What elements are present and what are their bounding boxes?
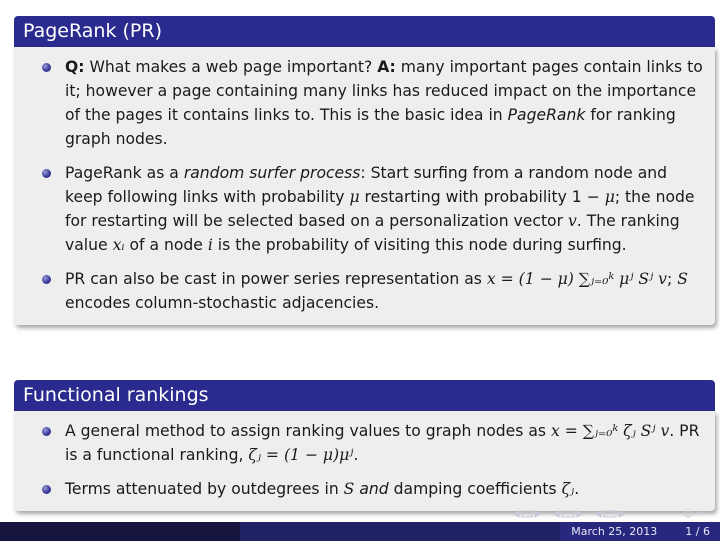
- nav-frame-icon: [522, 511, 532, 517]
- footer-date: March 25, 2013: [571, 525, 658, 538]
- text-segment: i: [207, 236, 213, 254]
- text-segment: x = (1 − μ) ∑ⱼ₌₀ᵏ μʲ Sʲ v: [486, 270, 667, 288]
- bullet-item-random-surfer: [24, 161, 705, 257]
- bullet-item-general-method: [24, 419, 705, 467]
- text-segment: PR can also be cast in power series representation as: [65, 270, 487, 288]
- bullet-item-question: [24, 55, 705, 151]
- footer-mid-band: [240, 522, 560, 541]
- nav-subsection-icon: [604, 511, 616, 517]
- beamer-navigation-icons[interactable]: [510, 509, 710, 519]
- text-segment: ζⱼ: [561, 480, 575, 498]
- pagerank-block: [14, 16, 715, 325]
- bullet-ball-icon: [42, 427, 51, 436]
- bullet-ball-icon: [42, 63, 51, 72]
- bullet-text: [65, 58, 703, 148]
- functional-bullet-list: [24, 419, 705, 501]
- bullet-text: [65, 422, 699, 464]
- text-segment: . PR is a functional ranking,: [65, 422, 700, 464]
- text-segment: PageRank as a: [65, 164, 184, 182]
- pagerank-block-title: PageRank (PR): [14, 16, 715, 47]
- footer-page-number: 1 / 6: [685, 525, 710, 538]
- text-segment: encodes column-stochastic adjacencies.: [65, 294, 380, 312]
- bullet-ball-icon: [42, 275, 51, 284]
- text-segment: μ: [349, 188, 360, 206]
- nav-frame-next-icon: [535, 511, 540, 517]
- text-segment: for ranking graph nodes.: [65, 106, 676, 148]
- text-segment: μ: [604, 188, 615, 206]
- text-segment: : Start surfing from a random node and keep following links with probability: [65, 164, 668, 206]
- text-segment: and: [359, 480, 389, 498]
- text-segment: . The ranking value: [65, 212, 680, 254]
- text-segment: is the probability of visiting this node during surfing.: [212, 236, 627, 254]
- nav-subsection-next-icon: [619, 511, 624, 517]
- pagerank-block-body: [14, 47, 715, 325]
- text-segment: random surfer process: [183, 164, 361, 182]
- nav-section-prev-icon: [554, 511, 559, 517]
- text-segment: many important pages contain links to it; however a page containing many links has reduced impact on the importance of the pages it contains links to. This is the basic idea in: [65, 58, 703, 124]
- text-segment: S: [343, 480, 355, 498]
- bullet-text: [65, 164, 695, 254]
- nav-subsection-prev-icon: [596, 511, 601, 517]
- nav-search-icon: [685, 511, 691, 517]
- bullet-text: [65, 270, 688, 312]
- text-segment: ζⱼ = (1 − μ)μʲ: [248, 446, 354, 464]
- text-segment: restarting with probability 1 −: [359, 188, 605, 206]
- bullet-item-attenuation: [24, 477, 705, 501]
- functional-rankings-block-title: Functional rankings: [14, 380, 715, 411]
- bullet-ball-icon: [42, 169, 51, 178]
- text-segment: xᵢ: [112, 236, 125, 254]
- text-segment: PageRank: [507, 106, 586, 124]
- text-segment: A:: [377, 58, 396, 76]
- text-segment: of a node: [124, 236, 208, 254]
- nav-undo-icon: [696, 512, 704, 514]
- nav-section-icon: [562, 511, 574, 517]
- text-segment: Terms attenuated by outdegrees in: [65, 480, 344, 498]
- bullet-ball-icon: [42, 485, 51, 494]
- text-segment: x = ∑ⱼ₌₀ᵏ ζⱼ Sʲ v: [551, 422, 670, 440]
- slide-footer: [0, 522, 720, 541]
- text-segment: A general method to assign ranking values to graph nodes as: [65, 422, 551, 440]
- nav-frame-prev-icon: [514, 511, 519, 517]
- functional-rankings-block: [14, 380, 715, 511]
- bullet-item-power-series: [24, 267, 705, 315]
- functional-rankings-block-body: [14, 411, 715, 511]
- text-segment: S: [677, 270, 688, 288]
- footer-left-band: [0, 522, 240, 541]
- text-segment: damping coefficients: [388, 480, 562, 498]
- text-segment: Q:: [65, 58, 85, 76]
- text-segment: .: [574, 480, 580, 498]
- text-segment: v: [567, 212, 577, 230]
- text-segment: .: [353, 446, 359, 464]
- nav-section-next-icon: [577, 511, 582, 517]
- bullet-text: [65, 480, 579, 498]
- text-segment: ;: [666, 270, 678, 288]
- pagerank-bullet-list: [24, 55, 705, 315]
- footer-right-band: [560, 522, 720, 541]
- text-segment: ; the node for restarting will be selected based on a personalization vector: [65, 188, 695, 230]
- text-segment: What makes a web page important?: [84, 58, 378, 76]
